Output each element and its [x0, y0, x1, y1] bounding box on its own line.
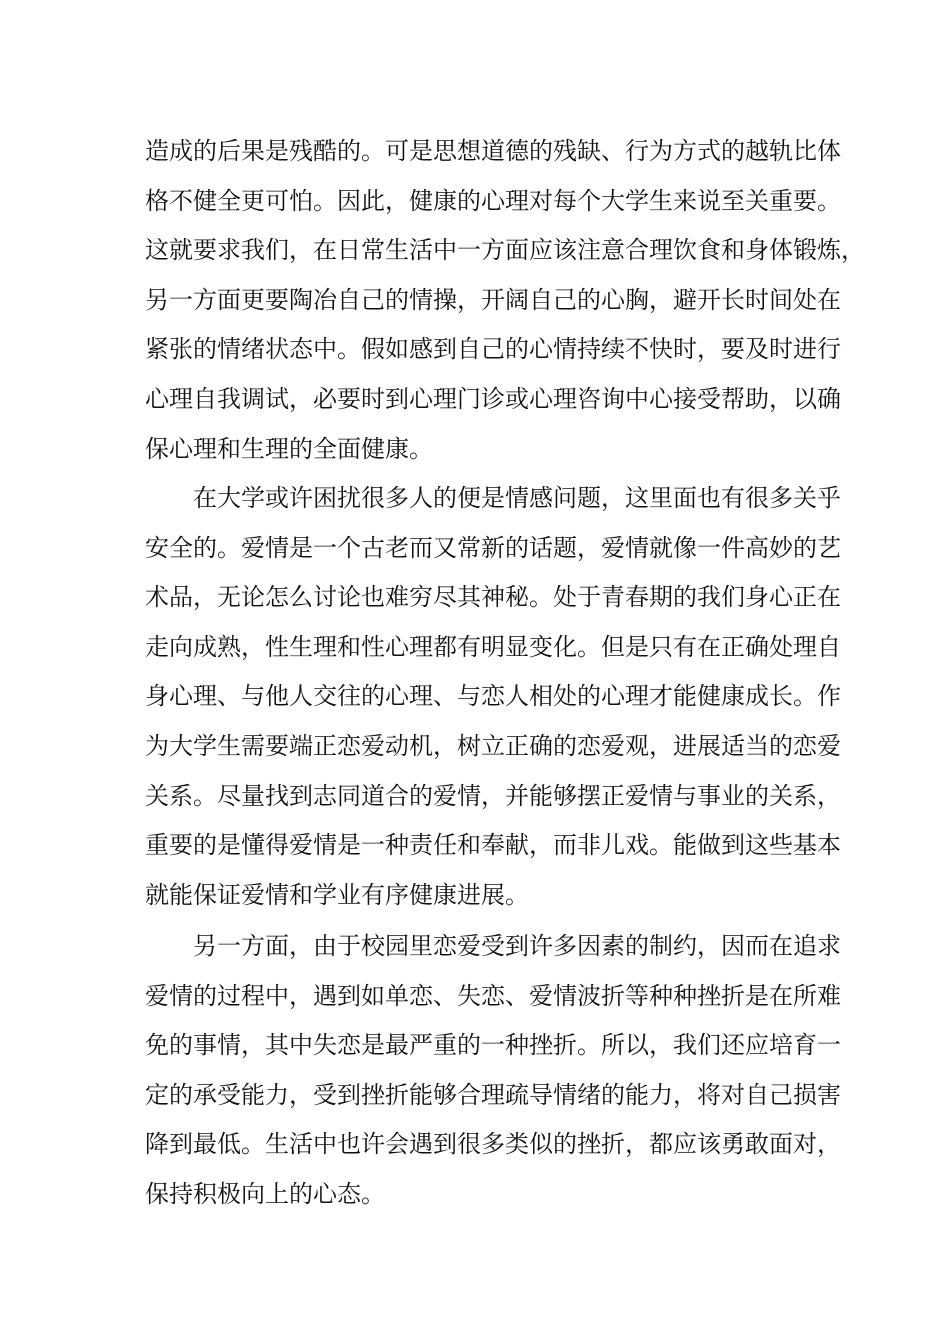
- paragraph-line: 保持积极向上的心态。: [145, 1179, 385, 1208]
- paragraph-line: 为大学生需要端正恋爱动机，树立正确的恋爱观，进展适当的恋爱: [145, 731, 841, 760]
- paragraph-line: 心理自我调试，必要时到心理门诊或心理咨询中心接受帮助，以确: [145, 384, 841, 413]
- paragraph-line: 身心理、与他人交往的心理、与恋人相处的心理才能健康成长。作: [145, 682, 841, 711]
- paragraph-line: 另一方面更要陶冶自己的情操，开阔自己的心胸，避开长时间处在: [145, 285, 841, 314]
- paragraph-line: 就能保证爱情和学业有序健康进展。: [145, 880, 529, 909]
- paragraph-line: 另一方面，由于校园里恋爱受到许多因素的制约，因而在追求: [193, 932, 841, 960]
- paragraph-line: 格不健全更可怕。因此，健康的心理对每个大学生来说至关重要。: [145, 186, 841, 215]
- paragraph-3: [145, 922, 841, 1220]
- paragraph-line: 术品，无论怎么讨论也难穷尽其神秘。处于青春期的我们身心正在: [145, 583, 841, 612]
- paragraph-line: 降到最低。生活中也许会遇到很多类似的挫折，都应该勇敢面对，: [145, 1130, 841, 1159]
- paragraph-line: 爱情的过程中，遇到如单恋、失恋、爱情波折等种种挫折是在所难: [145, 981, 841, 1010]
- paragraph-2: [145, 474, 841, 970]
- paragraph-line: 造成的后果是残酷的。可是思想道德的残缺、行为方式的越轨比体: [145, 137, 841, 165]
- paragraph-line: 这就要求我们，在日常生活中一方面应该注意合理饮食和身体锻炼，: [145, 236, 865, 265]
- paragraph-line: 安全的。爱情是一个古老而又常新的话题，爱情就像一件高妙的艺: [145, 533, 841, 562]
- paragraph-line: 紧张的情绪状态中。假如感到自己的心情持续不快时，要及时进行: [145, 335, 841, 364]
- paragraph-1: [145, 127, 865, 474]
- paragraph-line: 保心理和生理的全面健康。: [145, 434, 433, 463]
- paragraph-line: 关系。尽量找到志同道合的爱情，并能够摆正爱情与事业的关系，: [145, 781, 841, 810]
- paragraph-line: 走向成熟，性生理和性心理都有明显变化。但是只有在正确处理自: [145, 632, 841, 661]
- paragraph-line: 免的事情，其中失恋是最严重的一种挫折。所以，我们还应培育一: [145, 1031, 841, 1060]
- paragraph-line: 重要的是懂得爱情是一种责任和奉献，而非儿戏。能做到这些基本: [145, 831, 841, 860]
- paragraph-line: 在大学或许困扰很多人的便是情感问题，这里面也有很多关乎: [193, 484, 841, 512]
- paragraph-line: 定的承受能力，受到挫折能够合理疏导情绪的能力，将对自己损害: [145, 1080, 841, 1109]
